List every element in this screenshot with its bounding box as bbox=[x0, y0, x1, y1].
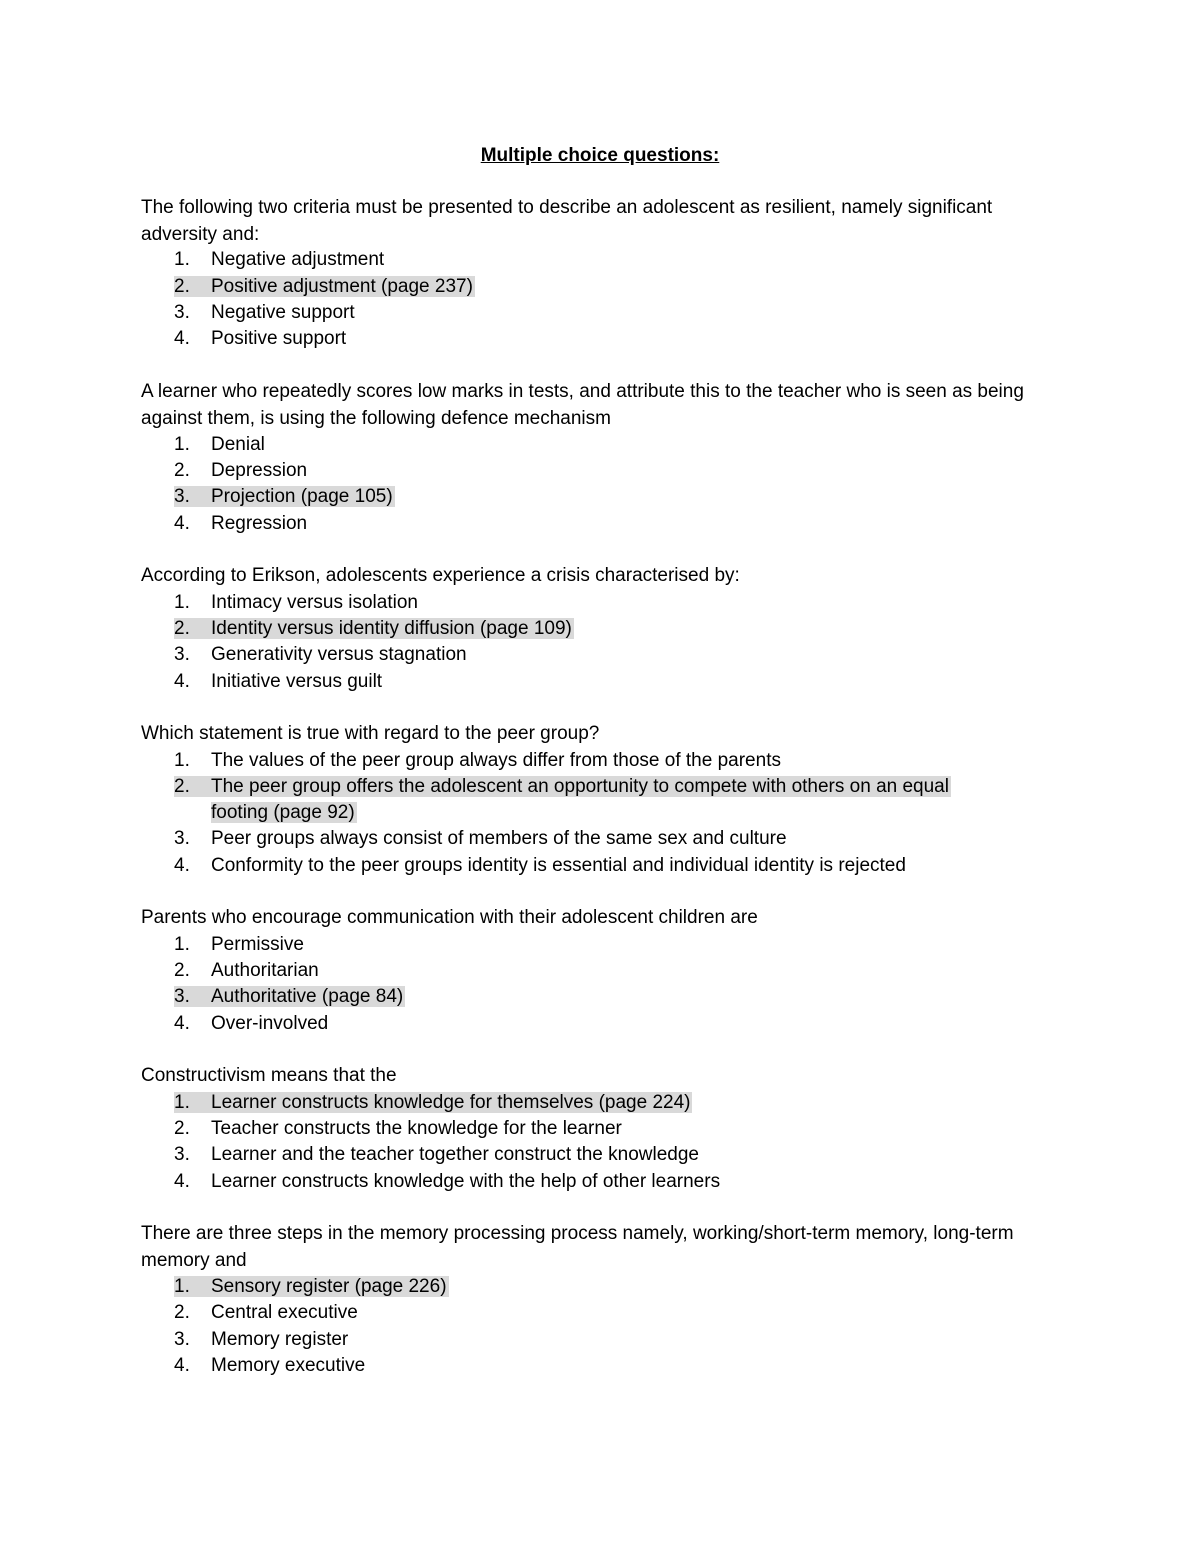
question-6-option-3 bbox=[174, 1142, 699, 1169]
option-number: 3. bbox=[174, 486, 190, 507]
page-title: Multiple choice questions: bbox=[480, 145, 720, 166]
option-text: Depression bbox=[211, 460, 308, 481]
option-text: Memory register bbox=[211, 1329, 349, 1350]
option-text: Negative support bbox=[211, 302, 355, 323]
option-text: Initiative versus guilt bbox=[211, 671, 383, 692]
question-4-option-4 bbox=[174, 853, 906, 880]
option-number: 3. bbox=[174, 644, 190, 665]
question-7-option-3 bbox=[174, 1327, 348, 1354]
option-text: Learner and the teacher together construct the knowledge bbox=[211, 1144, 699, 1165]
option-text: The values of the peer group always differ from those of the parents bbox=[211, 750, 781, 771]
option-number: 4. bbox=[174, 1171, 190, 1192]
option-number: 3. bbox=[174, 1144, 190, 1165]
option-text: Permissive bbox=[211, 934, 304, 955]
option-number: 2. bbox=[174, 1118, 190, 1139]
question-5-option-2 bbox=[174, 958, 319, 985]
question-1-option-1 bbox=[174, 247, 384, 274]
option-number: 1. bbox=[174, 434, 190, 455]
question-4-text: Which statement is true with regard to the peer group? bbox=[141, 723, 600, 744]
option-number: 1. bbox=[174, 750, 190, 771]
option-text: Peer groups always consist of members of the same sex and culture bbox=[211, 828, 787, 849]
option-text: Regression bbox=[211, 513, 308, 534]
question-6-option-1-highlighted bbox=[174, 1090, 692, 1117]
question-4-option-2-highlighted bbox=[174, 774, 951, 801]
option-number: 1. bbox=[174, 592, 190, 613]
option-number: 4. bbox=[174, 855, 190, 876]
option-text: Intimacy versus isolation bbox=[211, 592, 418, 613]
option-number: 4. bbox=[174, 328, 190, 349]
option-text: Learner constructs knowledge with the help of other learners bbox=[211, 1171, 721, 1192]
option-number: 1. bbox=[174, 249, 190, 270]
option-number: 2. bbox=[174, 776, 190, 797]
option-number: 1. bbox=[174, 934, 190, 955]
option-text-continued: footing (page 92) bbox=[211, 802, 355, 823]
option-text: Sensory register (page 226) bbox=[211, 1276, 447, 1297]
option-number: 4. bbox=[174, 1013, 190, 1034]
option-text: Denial bbox=[211, 434, 265, 455]
question-2-option-2 bbox=[174, 458, 307, 485]
question-7-option-1-highlighted bbox=[174, 1274, 449, 1301]
option-text: Positive adjustment (page 237) bbox=[211, 276, 473, 297]
option-text: Projection (page 105) bbox=[211, 486, 393, 507]
question-5-option-3-highlighted bbox=[174, 984, 405, 1011]
option-number: 2. bbox=[174, 1302, 190, 1323]
option-text: Central executive bbox=[211, 1302, 358, 1323]
question-1-text: The following two criteria must be presented to describe an adolescent as resilient, namely significant adversity and: bbox=[141, 197, 993, 245]
option-number: 2. bbox=[174, 618, 190, 639]
question-1-option-2-highlighted bbox=[174, 274, 475, 301]
question-7-option-4 bbox=[174, 1353, 365, 1380]
option-number: 2. bbox=[174, 276, 190, 297]
option-number: 3. bbox=[174, 302, 190, 323]
option-text: Identity versus identity diffusion (page 109) bbox=[211, 618, 572, 639]
question-4-option-1 bbox=[174, 748, 781, 775]
option-number: 2. bbox=[174, 460, 190, 481]
question-3-option-2-highlighted bbox=[174, 616, 574, 643]
question-2-option-3-highlighted bbox=[174, 484, 395, 511]
question-6-text: Constructivism means that the bbox=[141, 1065, 397, 1086]
option-number: 4. bbox=[174, 671, 190, 692]
option-number: 4. bbox=[174, 513, 190, 534]
question-1-option-3 bbox=[174, 300, 355, 327]
option-number: 3. bbox=[174, 1329, 190, 1350]
option-number: 1. bbox=[174, 1092, 190, 1113]
option-text: Memory executive bbox=[211, 1355, 366, 1376]
question-4-option-2-continuation bbox=[211, 800, 357, 827]
option-number: 1. bbox=[174, 1276, 190, 1297]
question-4-option-3 bbox=[174, 826, 787, 853]
question-2-text: A learner who repeatedly scores low marks in tests, and attribute this to the teacher who is seen as being against them, is using the following defence mechanism bbox=[141, 381, 1024, 429]
option-number: 4. bbox=[174, 1355, 190, 1376]
option-number: 3. bbox=[174, 986, 190, 1007]
question-7-text: There are three steps in the memory processing process namely, working/short-term memory, long-term memory and bbox=[141, 1223, 1014, 1271]
question-1-option-4 bbox=[174, 326, 346, 353]
option-text: Learner constructs knowledge for themselves (page 224) bbox=[211, 1092, 691, 1113]
option-text: Authoritarian bbox=[211, 960, 319, 981]
question-3-option-1 bbox=[174, 590, 418, 617]
question-6-option-4 bbox=[174, 1169, 720, 1196]
option-text: Negative adjustment bbox=[211, 249, 385, 270]
option-text: Teacher constructs the knowledge for the learner bbox=[211, 1118, 622, 1139]
option-number: 3. bbox=[174, 828, 190, 849]
question-3-option-3 bbox=[174, 642, 467, 669]
option-text: The peer group offers the adolescent an opportunity to compete with others on an equal bbox=[211, 776, 949, 797]
option-text: Positive support bbox=[211, 328, 347, 349]
question-5-text: Parents who encourage communication with their adolescent children are bbox=[141, 907, 758, 928]
question-5-option-4 bbox=[174, 1011, 328, 1038]
question-6-option-2 bbox=[174, 1116, 622, 1143]
question-7-option-2 bbox=[174, 1300, 358, 1327]
option-text: Generativity versus stagnation bbox=[211, 644, 467, 665]
option-number: 2. bbox=[174, 960, 190, 981]
option-text: Authoritative (page 84) bbox=[211, 986, 404, 1007]
question-5-option-1 bbox=[174, 932, 304, 959]
question-2-option-1 bbox=[174, 432, 265, 459]
question-2-option-4 bbox=[174, 511, 307, 538]
question-3-option-4 bbox=[174, 669, 382, 696]
option-text: Conformity to the peer groups identity is essential and individual identity is rejected bbox=[211, 855, 906, 876]
question-3-text: According to Erikson, adolescents experience a crisis characterised by: bbox=[141, 565, 740, 586]
option-text: Over-involved bbox=[211, 1013, 329, 1034]
